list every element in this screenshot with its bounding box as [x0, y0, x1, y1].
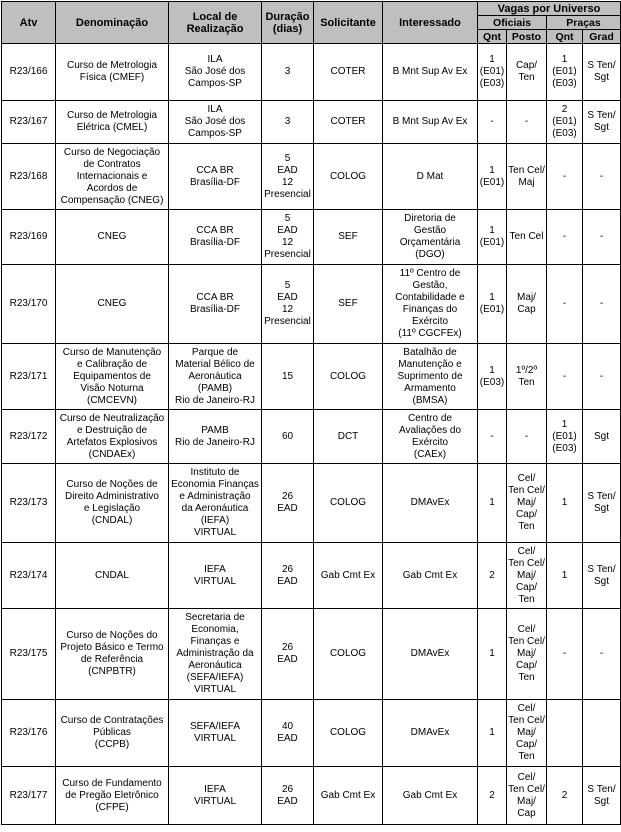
cell-local: Secretaria de Economia, Finanças e Administração da Aeronáutica (SEFA/IEFA) VIRTUAL — [169, 609, 262, 700]
cell-oficiais-qnt: 1 (E01) — [478, 265, 507, 344]
cell-duracao: 26 EAD — [262, 609, 314, 700]
cell-oficiais-qnt: 1 — [478, 700, 507, 767]
cell-local: CCA BR Brasília-DF — [169, 265, 262, 344]
cell-denominacao: Curso de Negociação de Contratos Internacionais e Acordos de Compensação (CNEG) — [56, 144, 169, 210]
cell-local: ILA São José dos Campos-SP — [169, 101, 262, 144]
cell-atv: R23/172 — [2, 410, 56, 464]
cell-pracas-qnt: - — [547, 609, 583, 700]
cell-grad: S Ten/ Sgt — [583, 767, 621, 825]
header-duracao: Duração (dias) — [262, 2, 314, 44]
header-interessado: Interessado — [383, 2, 478, 44]
cell-denominacao: CNEG — [56, 265, 169, 344]
cell-grad — [583, 700, 621, 767]
cell-pracas-qnt: 1 — [547, 464, 583, 543]
header-denominacao: Denominação — [56, 2, 169, 44]
cell-posto: Ten Cel — [507, 210, 547, 265]
cell-posto: Cel/ Ten Cel/ Maj/ Cap — [507, 767, 547, 825]
cell-interessado: Gab Cmt Ex — [383, 543, 478, 609]
cell-local: CCA BR Brasília-DF — [169, 210, 262, 265]
cell-grad: S Ten/ Sgt — [583, 543, 621, 609]
table-row — [2, 210, 621, 265]
header-pracas-qnt: Qnt — [547, 30, 583, 44]
cell-duracao: 3 — [262, 101, 314, 144]
table-row — [2, 700, 621, 767]
cell-solicitante: COLOG — [314, 144, 383, 210]
cell-denominacao: Curso de Noções do Projeto Básico e Termo de Referência (CNPBTR) — [56, 609, 169, 700]
cell-atv: R23/174 — [2, 543, 56, 609]
cell-interessado: B Mnt Sup Av Ex — [383, 44, 478, 101]
cell-interessado: B Mnt Sup Av Ex — [383, 101, 478, 144]
cell-posto: - — [507, 101, 547, 144]
cell-atv: R23/173 — [2, 464, 56, 543]
cell-pracas-qnt: 1 (E01) (E03) — [547, 410, 583, 464]
cell-grad: S Ten/ Sgt — [583, 101, 621, 144]
table-row — [2, 609, 621, 700]
cell-oficiais-qnt: 1 — [478, 464, 507, 543]
cell-pracas-qnt: 1 (E01) (E03) — [547, 44, 583, 101]
cell-solicitante: SEF — [314, 210, 383, 265]
cell-solicitante: COLOG — [314, 700, 383, 767]
cell-duracao: 5 EAD 12 Presencial — [262, 144, 314, 210]
cell-local: SEFA/IEFA VIRTUAL — [169, 700, 262, 767]
cell-local: IEFA VIRTUAL — [169, 543, 262, 609]
header-oficiais: Oficiais — [478, 16, 547, 30]
cell-solicitante: Gab Cmt Ex — [314, 543, 383, 609]
cell-grad: S Ten/ Sgt — [583, 464, 621, 543]
cell-posto: Maj/ Cap — [507, 265, 547, 344]
table-row — [2, 144, 621, 210]
cell-duracao: 60 — [262, 410, 314, 464]
header-oficiais-qnt: Qnt — [478, 30, 507, 44]
cell-interessado: DMAvEx — [383, 609, 478, 700]
cell-duracao: 5 EAD 12 Presencial — [262, 210, 314, 265]
cell-posto: Cap/ Ten — [507, 44, 547, 101]
cell-interessado: Centro de Avaliações do Exército (CAEx) — [383, 410, 478, 464]
cell-denominacao: Curso de Neutralização e Destruição de Artefatos Explosivos (CNDAEx) — [56, 410, 169, 464]
cell-duracao: 5 EAD 12 Presencial — [262, 265, 314, 344]
cell-grad: - — [583, 344, 621, 410]
header-pracas: Praças — [547, 16, 621, 30]
cell-grad: - — [583, 609, 621, 700]
cell-solicitante: DCT — [314, 410, 383, 464]
table-row — [2, 101, 621, 144]
table-row — [2, 464, 621, 543]
cell-local: Instituto de Economia Finanças e Administração da Aeronáutica (IEFA) VIRTUAL — [169, 464, 262, 543]
cell-grad: - — [583, 210, 621, 265]
cell-interessado: D Mat — [383, 144, 478, 210]
cell-duracao: 15 — [262, 344, 314, 410]
header-atv: Atv — [2, 2, 56, 44]
cell-grad: S Ten/ Sgt — [583, 44, 621, 101]
cell-oficiais-qnt: 1 (E01) — [478, 144, 507, 210]
cell-denominacao: Curso de Fundamento de Pregão Eletrônico (CFPE) — [56, 767, 169, 825]
cell-solicitante: COLOG — [314, 464, 383, 543]
cell-posto: Cel/ Ten Cel/ Maj/ Cap/ Ten — [507, 464, 547, 543]
cell-solicitante: COLOG — [314, 609, 383, 700]
cell-oficiais-qnt: 1 (E01) — [478, 210, 507, 265]
header-grad: Grad — [583, 30, 621, 44]
table-row — [2, 344, 621, 410]
cell-atv: R23/167 — [2, 101, 56, 144]
cell-posto: 1º/2º Ten — [507, 344, 547, 410]
cell-atv: R23/169 — [2, 210, 56, 265]
cell-atv: R23/175 — [2, 609, 56, 700]
cell-pracas-qnt: - — [547, 144, 583, 210]
cell-duracao: 26 EAD — [262, 767, 314, 825]
cell-atv: R23/168 — [2, 144, 56, 210]
cell-local: CCA BR Brasília-DF — [169, 144, 262, 210]
cell-grad: Sgt — [583, 410, 621, 464]
cell-oficiais-qnt: 2 — [478, 543, 507, 609]
cell-solicitante: COTER — [314, 101, 383, 144]
cell-local: IEFA VIRTUAL — [169, 767, 262, 825]
cell-interessado: Diretoria de Gestão Orçamentária (DGO) — [383, 210, 478, 265]
cell-atv: R23/176 — [2, 700, 56, 767]
cell-pracas-qnt: 2 (E01) (E03) — [547, 101, 583, 144]
cell-solicitante: COTER — [314, 44, 383, 101]
cell-posto: - — [507, 410, 547, 464]
cell-interessado: DMAvEx — [383, 464, 478, 543]
header-solicitante: Solicitante — [314, 2, 383, 44]
cell-oficiais-qnt: 1 — [478, 609, 507, 700]
cell-duracao: 26 EAD — [262, 543, 314, 609]
cell-pracas-qnt: 2 — [547, 767, 583, 825]
cell-duracao: 3 — [262, 44, 314, 101]
cell-oficiais-qnt: - — [478, 101, 507, 144]
cell-pracas-qnt — [547, 700, 583, 767]
cell-pracas-qnt: - — [547, 344, 583, 410]
table-row — [2, 767, 621, 825]
table-row — [2, 410, 621, 464]
cell-duracao: 40 EAD — [262, 700, 314, 767]
cell-posto: Cel/ Ten Cel/ Maj/ Cap/ Ten — [507, 543, 547, 609]
cell-oficiais-qnt: 2 — [478, 767, 507, 825]
cell-oficiais-qnt: - — [478, 410, 507, 464]
table-row — [2, 543, 621, 609]
cell-local: Parque de Material Bélico de Aeronáutica (PAMB) Rio de Janeiro-RJ — [169, 344, 262, 410]
cell-solicitante: COLOG — [314, 344, 383, 410]
cell-posto: Cel/ Ten Cel/ Maj/ Cap/ Ten — [507, 609, 547, 700]
cell-local: PAMB Rio de Janeiro-RJ — [169, 410, 262, 464]
cell-denominacao: Curso de Contratações Públicas (CCPB) — [56, 700, 169, 767]
cell-pracas-qnt: - — [547, 210, 583, 265]
cell-atv: R23/171 — [2, 344, 56, 410]
cell-oficiais-qnt: 1 (E01) (E03) — [478, 44, 507, 101]
cell-grad: - — [583, 265, 621, 344]
cell-denominacao: Curso de Noções de Direito Administrativo e Legislação (CNDAL) — [56, 464, 169, 543]
table-row — [2, 44, 621, 101]
header-local: Local de Realização — [169, 2, 262, 44]
cell-denominacao: CNEG — [56, 210, 169, 265]
cell-solicitante: SEF — [314, 265, 383, 344]
cell-posto: Ten Cel/ Maj — [507, 144, 547, 210]
cell-posto: Cel/ Ten Cel/ Maj/ Cap/ Ten — [507, 700, 547, 767]
cell-interessado: Batalhão de Manutenção e Suprimento de Armamento (BMSA) — [383, 344, 478, 410]
cell-denominacao: Curso de Metrologia Elétrica (CMEL) — [56, 101, 169, 144]
cell-pracas-qnt: - — [547, 265, 583, 344]
cell-denominacao: CNDAL — [56, 543, 169, 609]
cell-grad: - — [583, 144, 621, 210]
courses-table — [1, 1, 621, 825]
cell-atv: R23/166 — [2, 44, 56, 101]
cell-denominacao: Curso de Manutenção e Calibração de Equipamentos de Visão Noturna (CMCEVN) — [56, 344, 169, 410]
header-posto: Posto — [507, 30, 547, 44]
cell-local: ILA São José dos Campos-SP — [169, 44, 262, 101]
header-vagas: Vagas por Universo — [478, 2, 621, 16]
table-row — [2, 265, 621, 344]
cell-duracao: 26 EAD — [262, 464, 314, 543]
cell-oficiais-qnt: 1 (E03) — [478, 344, 507, 410]
cell-solicitante: Gab Cmt Ex — [314, 767, 383, 825]
cell-atv: R23/177 — [2, 767, 56, 825]
cell-denominacao: Curso de Metrologia Física (CMEF) — [56, 44, 169, 101]
cell-interessado: 11º Centro de Gestão, Contabilidade e Finanças do Exército (11º CGCFEx) — [383, 265, 478, 344]
cell-interessado: DMAvEx — [383, 700, 478, 767]
cell-interessado: Gab Cmt Ex — [383, 767, 478, 825]
cell-atv: R23/170 — [2, 265, 56, 344]
cell-pracas-qnt: 1 — [547, 543, 583, 609]
